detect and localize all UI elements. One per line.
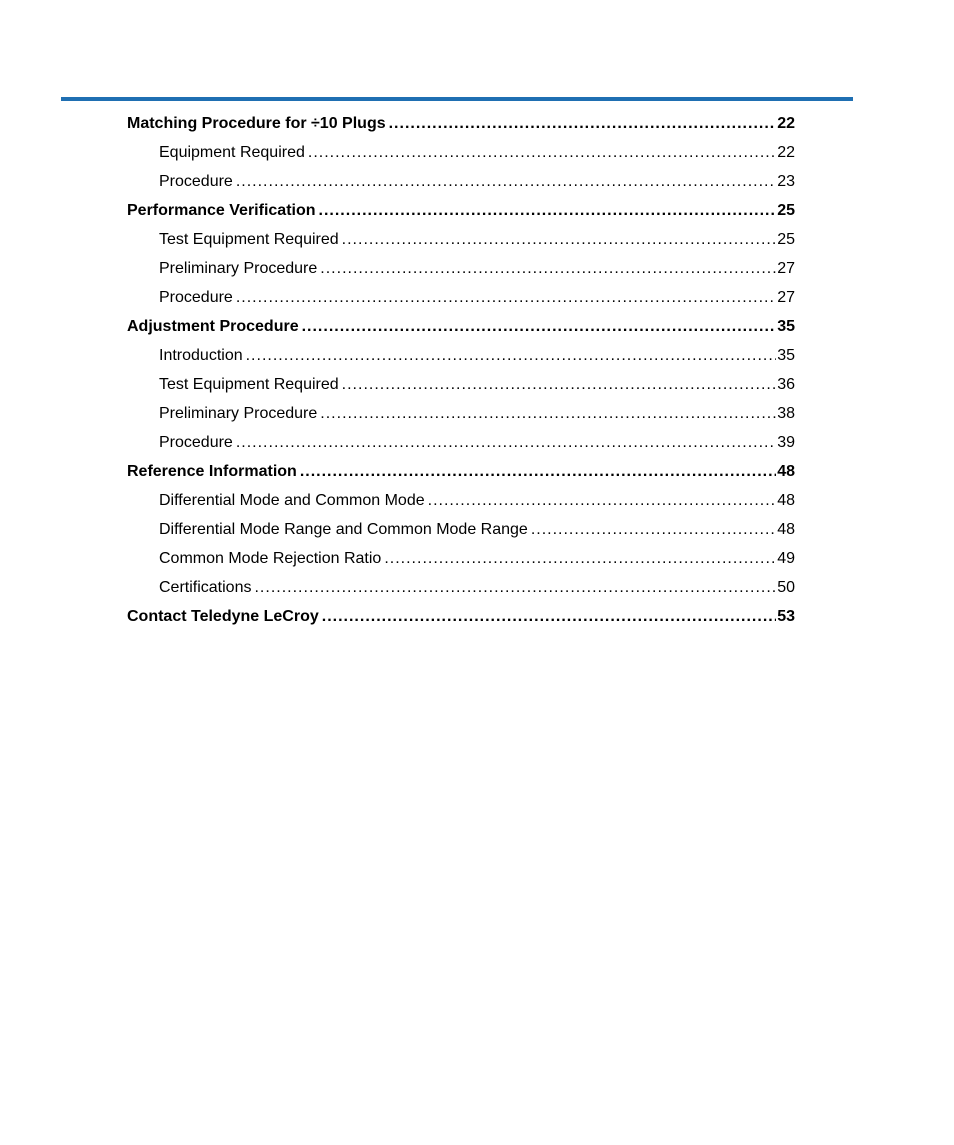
toc-entry-title: Certifications	[159, 579, 252, 596]
toc-entry-title: Procedure	[159, 434, 233, 451]
toc-entry-page: 25	[777, 202, 795, 219]
toc-entry-page: 27	[777, 260, 795, 277]
toc-entry-test-equipment-required[interactable]	[127, 370, 795, 399]
toc-entry-performance-verification[interactable]	[127, 196, 795, 225]
toc-entry-page: 23	[777, 173, 795, 190]
toc-dot-leader	[389, 109, 777, 138]
toc-entry-title: Preliminary Procedure	[159, 260, 318, 277]
toc-entry-page: 39	[777, 434, 795, 451]
toc-entry-page: 22	[777, 144, 795, 161]
toc-entry-page: 35	[777, 318, 795, 335]
toc-entry-introduction[interactable]	[127, 341, 795, 370]
toc-entry-title: Contact Teledyne LeCroy	[127, 608, 319, 625]
toc-entry-title: Performance Verification	[127, 202, 316, 219]
toc-entry-matching-procedure[interactable]	[127, 109, 795, 138]
toc-entry-preliminary-procedure[interactable]	[127, 399, 795, 428]
toc-dot-leader	[236, 428, 776, 457]
table-of-contents	[127, 109, 795, 631]
toc-entry-title: Test Equipment Required	[159, 231, 339, 248]
toc-entry-certifications[interactable]	[127, 573, 795, 602]
toc-entry-adjustment-procedure[interactable]	[127, 312, 795, 341]
toc-dot-leader	[531, 515, 776, 544]
toc-dot-leader	[246, 341, 777, 370]
toc-entry-equipment-required[interactable]	[127, 138, 795, 167]
toc-entry-title: Differential Mode and Common Mode	[159, 492, 425, 509]
toc-entry-page: 49	[777, 550, 795, 567]
toc-dot-leader	[308, 138, 776, 167]
toc-dot-leader	[342, 225, 777, 254]
toc-entry-page: 53	[777, 608, 795, 625]
toc-entry-procedure[interactable]	[127, 428, 795, 457]
toc-entry-differential-common-mode-range[interactable]	[127, 515, 795, 544]
toc-dot-leader	[322, 602, 776, 631]
toc-entry-page: 48	[777, 492, 795, 509]
toc-dot-leader	[319, 196, 777, 225]
toc-entry-title: Differential Mode Range and Common Mode Range	[159, 521, 528, 538]
toc-entry-differential-common-mode[interactable]	[127, 486, 795, 515]
toc-entry-procedure[interactable]	[127, 283, 795, 312]
toc-entry-page: 22	[777, 115, 795, 132]
toc-dot-leader	[236, 167, 776, 196]
toc-entry-title: Procedure	[159, 289, 233, 306]
toc-entry-page: 35	[777, 347, 795, 364]
toc-entry-test-equipment-required[interactable]	[127, 225, 795, 254]
toc-entry-title: Procedure	[159, 173, 233, 190]
toc-entry-page: 48	[777, 463, 795, 480]
toc-entry-page: 50	[777, 579, 795, 596]
toc-dot-leader	[300, 457, 776, 486]
header-rule	[61, 97, 853, 101]
toc-entry-page: 25	[777, 231, 795, 248]
toc-dot-leader	[428, 486, 777, 515]
toc-dot-leader	[320, 254, 776, 283]
toc-dot-leader	[384, 544, 776, 573]
toc-entry-title: Common Mode Rejection Ratio	[159, 550, 382, 567]
toc-entry-title: Matching Procedure for ÷10 Plugs	[127, 115, 386, 132]
toc-entry-page: 48	[777, 521, 795, 538]
toc-entry-reference-information[interactable]	[127, 457, 795, 486]
toc-entry-title: Introduction	[159, 347, 243, 364]
toc-entry-preliminary-procedure[interactable]	[127, 254, 795, 283]
toc-dot-leader	[342, 370, 777, 399]
toc-dot-leader	[302, 312, 777, 341]
toc-entry-page: 36	[777, 376, 795, 393]
toc-entry-common-mode-rejection-ratio[interactable]	[127, 544, 795, 573]
toc-entry-title: Equipment Required	[159, 144, 305, 161]
toc-entry-title: Adjustment Procedure	[127, 318, 299, 335]
toc-entry-title: Test Equipment Required	[159, 376, 339, 393]
toc-entry-title: Preliminary Procedure	[159, 405, 318, 422]
toc-dot-leader	[236, 283, 776, 312]
toc-entry-page: 38	[777, 405, 795, 422]
toc-entry-procedure[interactable]	[127, 167, 795, 196]
toc-entry-page: 27	[777, 289, 795, 306]
toc-dot-leader	[320, 399, 776, 428]
toc-dot-leader	[254, 573, 776, 602]
toc-entry-contact-teledyne-lecroy[interactable]	[127, 602, 795, 631]
toc-entry-title: Reference Information	[127, 463, 297, 480]
